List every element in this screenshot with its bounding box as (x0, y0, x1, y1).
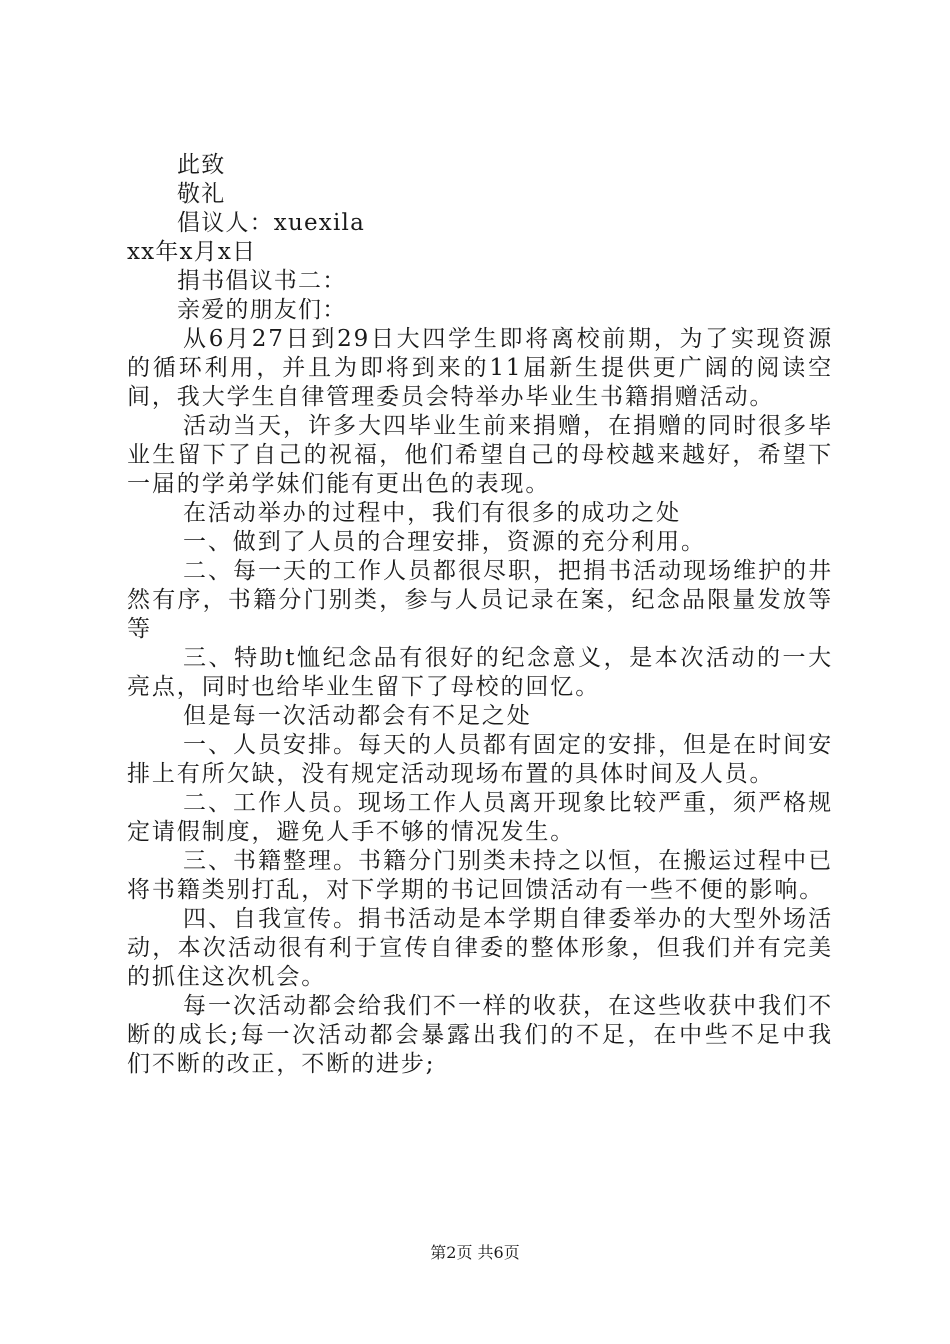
paragraph-conclusion: 每一次活动都会给我们不一样的收获，在这些收获中我们不断的成长;每一次活动都会暴露出我们的不足，在中些不足中我们不断的改正，不断的进步; (127, 993, 833, 1077)
paragraph-success-3: 三、特助t恤纪念品有很好的纪念意义，是本次活动的一大亮点，同时也给毕业生留下了母校的回忆。 (127, 645, 833, 700)
date-line: xx年x月x日 (127, 239, 257, 265)
paragraph-shortcoming-3: 三、书籍整理。书籍分门别类未持之以恒，在搬运过程中已将书籍类别打乱，对下学期的书记回馈活动有一些不便的影响。 (127, 848, 833, 903)
paragraph-shortcoming-1: 一、人员安排。每天的人员都有固定的安排，但是在时间安排上有所欠缺，没有规定活动现场布置的具体时间及人员。 (127, 732, 833, 787)
closing-salutation: 此致 (177, 152, 226, 178)
paragraph-shortcoming-4: 四、自我宣传。捐书活动是本学期自律委举办的大型外场活动，本次活动很有利于宣传自律委的整体形象，但我们并有完美的抓住这次机会。 (127, 906, 833, 990)
proposer-line: 倡议人：xuexila (177, 210, 365, 236)
paragraph-shortcoming-heading: 但是每一次活动都会有不足之处 (183, 703, 532, 729)
paragraph-success-heading: 在活动举办的过程中，我们有很多的成功之处 (183, 500, 681, 526)
document-body (127, 151, 833, 1079)
paragraph-shortcoming-2: 二、工作人员。现场工作人员离开现象比较严重，须严格规定请假制度，避免人手不够的情况发生。 (127, 790, 833, 845)
section-title: 捐书倡议书二： (177, 268, 347, 294)
page-number: 第2页 共6页 (430, 1243, 520, 1262)
closing-regards: 敬礼 (177, 181, 226, 207)
paragraph-success-2: 二、每一天的工作人员都很尽职，把捐书活动现场维护的井然有序，书籍分门别类，参与人员记录在案，纪念品限量发放等等 (127, 558, 833, 642)
greeting-line: 亲爱的朋友们： (177, 297, 347, 323)
paragraph-event-day: 活动当天，许多大四毕业生前来捐赠，在捐赠的同时很多毕业生留下了自己的祝福，他们希望自己的母校越来越好，希望下一届的学弟学妹们能有更出色的表现。 (127, 413, 833, 497)
paragraph-intro: 从6月27日到29日大四学生即将离校前期，为了实现资源的循环利用，并且为即将到来的11届新生提供更广阔的阅读空间，我大学生自律管理委员会特举办毕业生书籍捐赠活动。 (127, 326, 833, 410)
paragraph-success-1: 一、做到了人员的合理安排，资源的充分利用。 (183, 529, 706, 555)
